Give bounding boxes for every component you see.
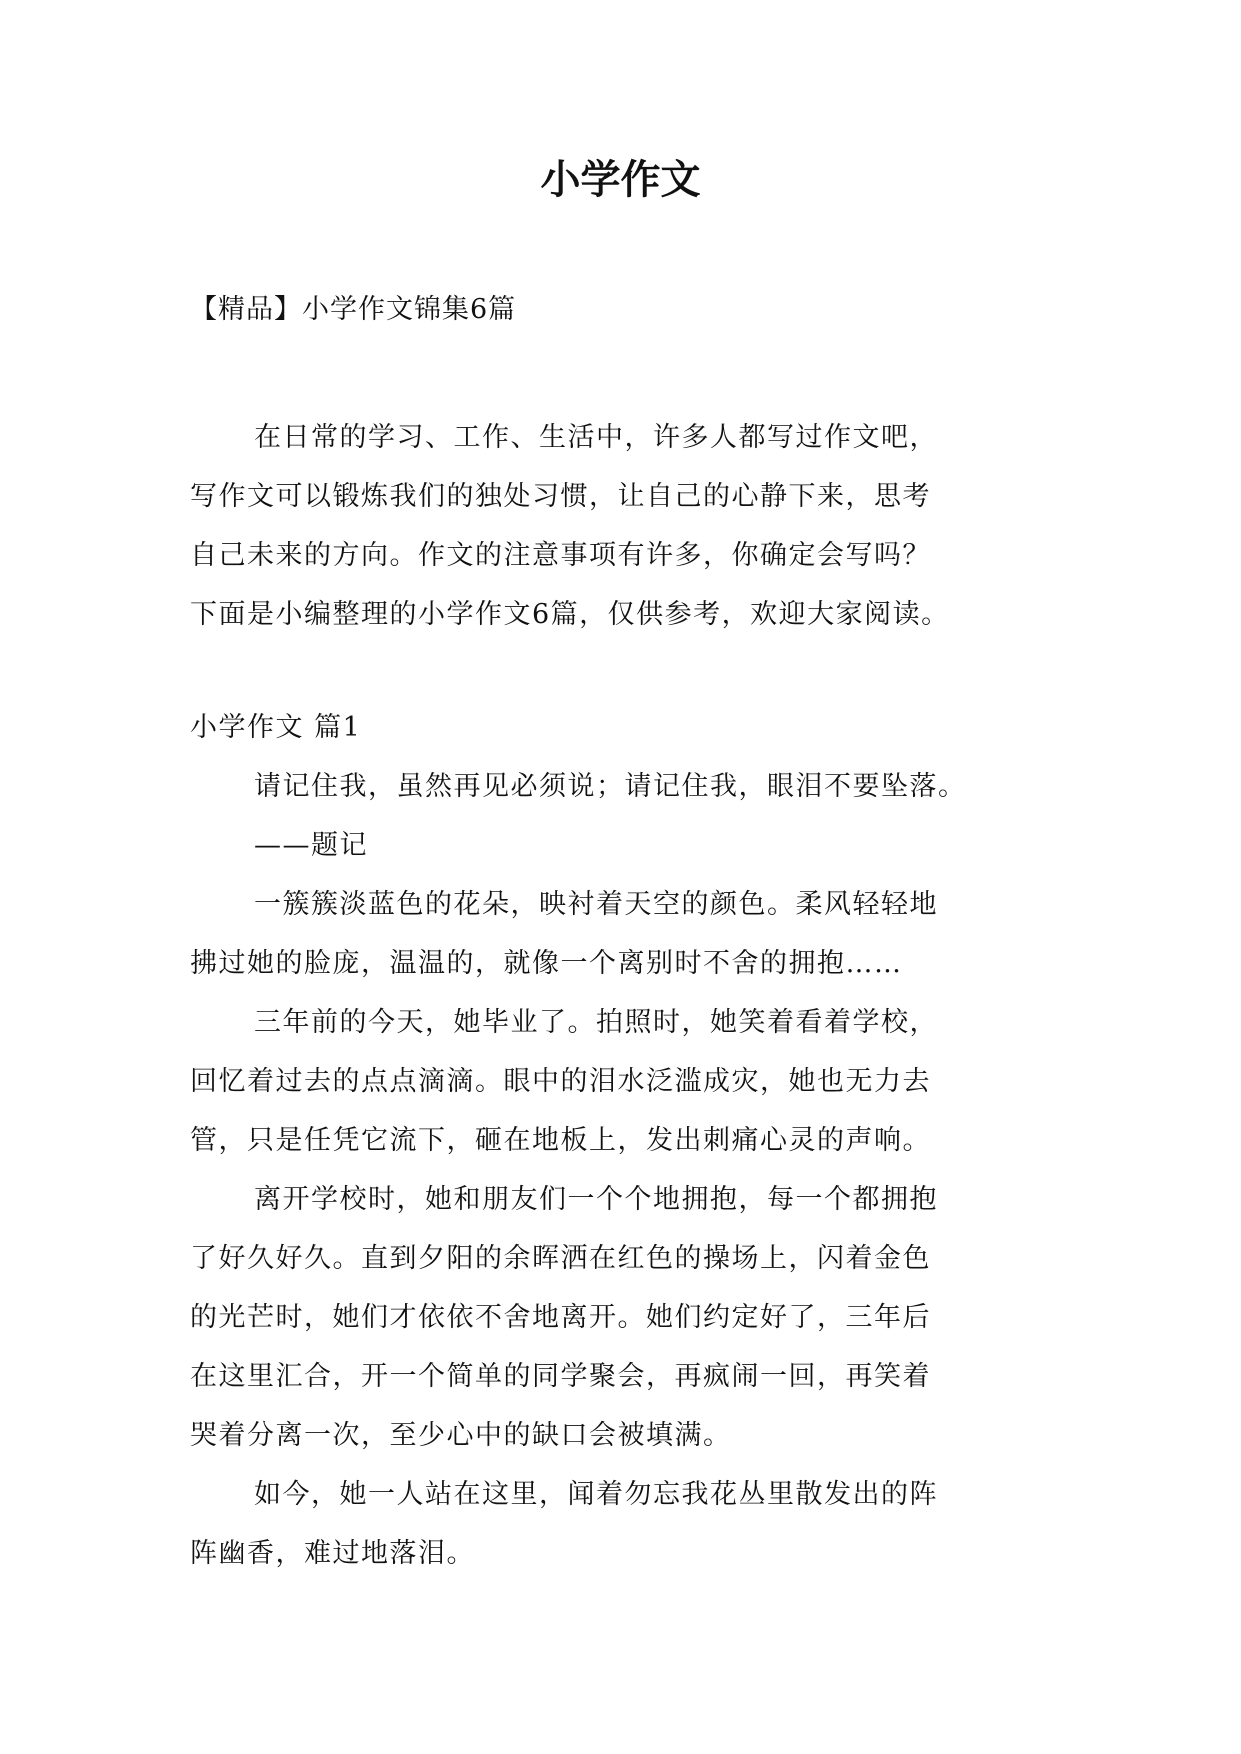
essay-line: 管，只是任凭它流下，砸在地板上，发出刺痛心灵的声响。 (190, 1125, 931, 1156)
essay-line: 如今，她一人站在这里，闻着勿忘我花丛里散发出的阵 (254, 1479, 938, 1510)
essay-body (190, 698, 1050, 1583)
essay-line: 一簇簇淡蓝色的花朵，映衬着天空的颜色。柔风轻轻地 (254, 889, 938, 920)
intro-line: 在日常的学习、工作、生活中，许多人都写过作文吧， (254, 422, 938, 453)
essay-line: 拂过她的脸庞，温温的，就像一个离别时不舍的拥抱…… (190, 948, 903, 979)
intro-paragraph (190, 408, 1050, 644)
essay-line: 哭着分离一次，至少心中的缺口会被填满。 (190, 1420, 732, 1451)
document-title: 小学作文 (540, 157, 701, 203)
essay-line: 的光芒时，她们才依依不舍地离开。她们约定好了，三年后 (190, 1302, 931, 1333)
essay-line: 回忆着过去的点点滴滴。眼中的泪水泛滥成灾，她也无力去 (190, 1066, 931, 1097)
intro-line: 写作文可以锻炼我们的独处习惯，让自己的心静下来，思考 (190, 481, 931, 512)
essay-line: 请记住我，虽然再见必须说；请记住我，眼泪不要坠落。 (254, 771, 967, 802)
document-subtitle: 【精品】小学作文锦集6篇 (190, 294, 517, 325)
essay-line: 在这里汇合，开一个简单的同学聚会，再疯闹一回，再笑着 (190, 1361, 931, 1392)
intro-line: 下面是小编整理的小学作文6篇，仅供参考，欢迎大家阅读。 (190, 599, 950, 630)
section-heading: 小学作文 篇1 (190, 712, 362, 743)
essay-line: 了好久好久。直到夕阳的余晖洒在红色的操场上，闪着金色 (190, 1243, 931, 1274)
essay-line: ——题记 (254, 830, 368, 861)
essay-line: 离开学校时，她和朋友们一个个地拥抱，每一个都拥抱 (254, 1184, 938, 1215)
essay-line: 三年前的今天，她毕业了。拍照时，她笑着看着学校， (254, 1007, 938, 1038)
intro-line: 自己未来的方向。作文的注意事项有许多，你确定会写吗？ (190, 540, 931, 571)
essay-line: 阵幽香，难过地落泪。 (190, 1538, 475, 1569)
